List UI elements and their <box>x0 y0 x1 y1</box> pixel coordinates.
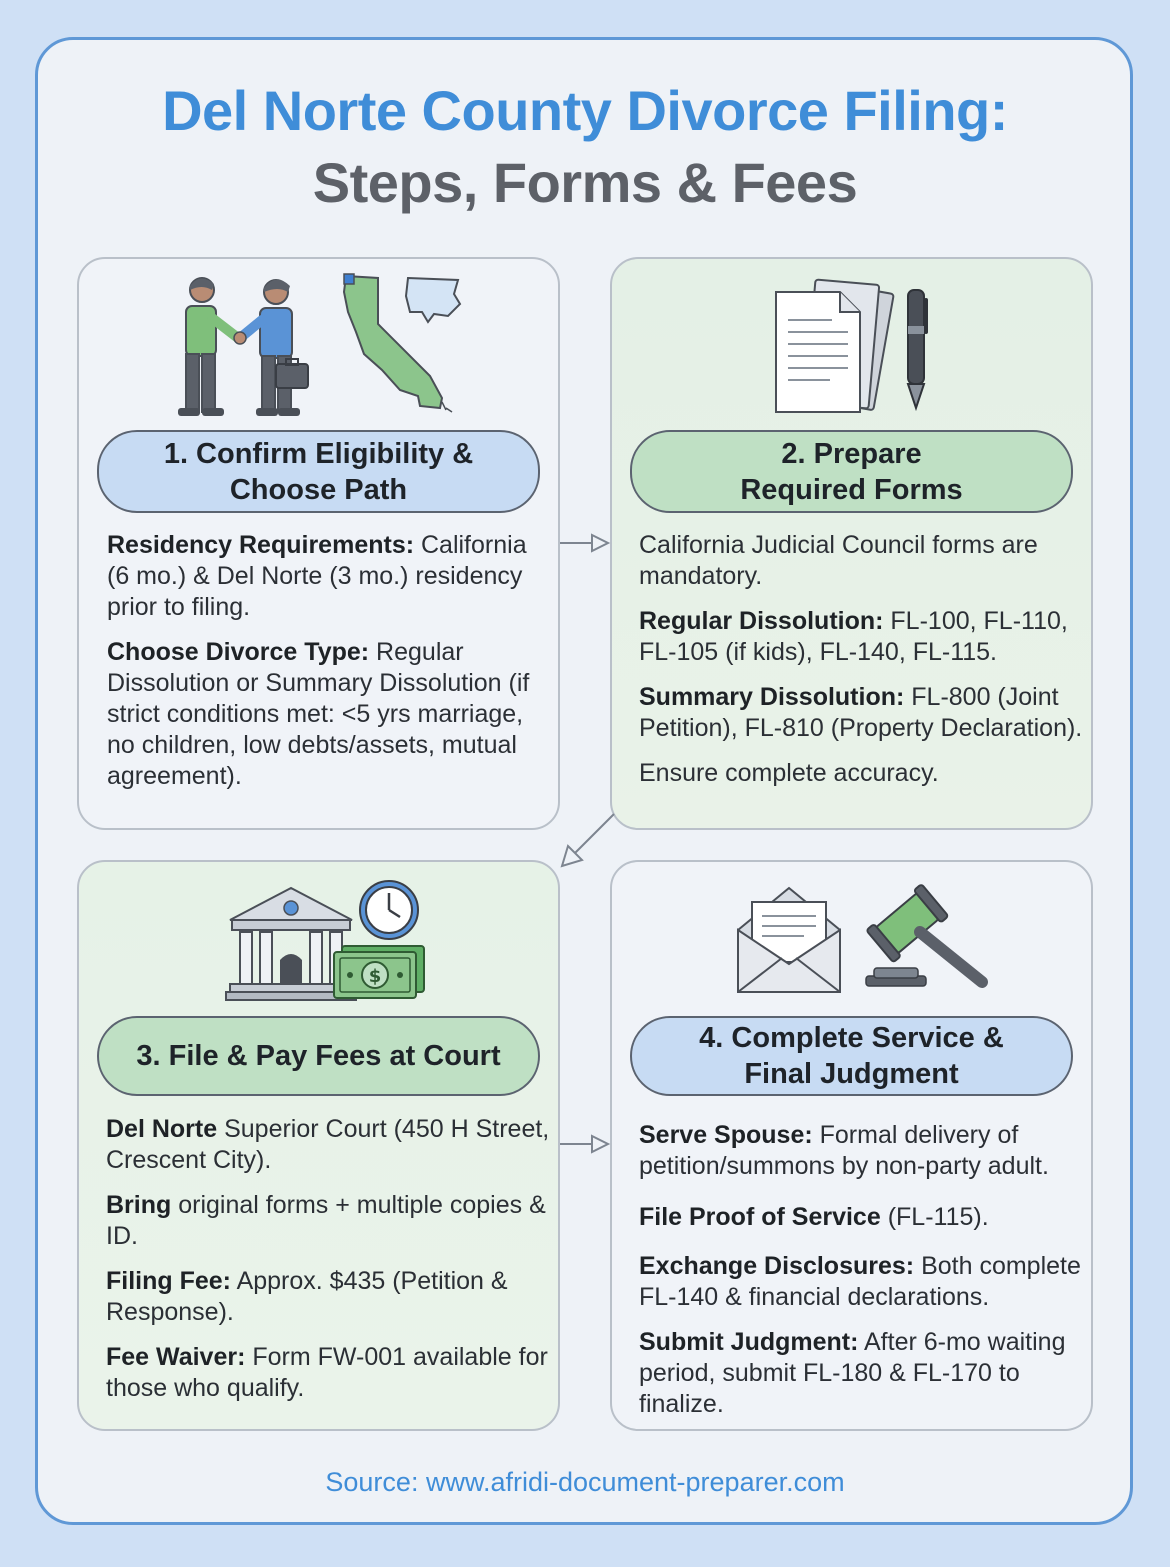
step-2-heading-line-2: Required Forms <box>740 473 963 506</box>
step-3-paragraph: Del Norte Superior Court (450 H Street, Crescent City). <box>106 1115 550 1174</box>
step-4-body <box>639 1120 1089 1434</box>
money-icon <box>332 944 426 1002</box>
clock-icon <box>356 877 422 943</box>
envelope-icon <box>734 884 844 996</box>
documents-icon <box>770 272 900 417</box>
source-link[interactable]: Source: www.afridi-document-preparer.com <box>325 1467 845 1497</box>
step-1-heading-line-1: 1. Confirm Eligibility & <box>163 437 474 470</box>
step-1-paragraph: Residency Requirements: California (6 mo.) & Del Norte (3 mo.) residency prior to filing. <box>107 531 527 621</box>
step-3-paragraph: Fee Waiver: Form FW-001 available for those who qualify. <box>106 1343 548 1402</box>
step-1-heading-line-2: Choose Path <box>229 473 408 506</box>
california-map-icon <box>338 272 466 418</box>
svg-text:$: $ <box>368 966 382 987</box>
step-4-paragraph: Submit Judgment: After 6-mo waiting period, submit FL-180 & FL-170 to finalize. <box>639 1328 1066 1418</box>
step-3-heading <box>97 1016 540 1096</box>
step-3-heading-line-1: 3. File & Pay Fees at Court <box>136 1040 501 1072</box>
title-line-2: Steps, Forms & Fees <box>312 151 858 214</box>
step-2-heading <box>630 430 1073 513</box>
title-line-1: Del Norte County Divorce Filing: <box>162 79 1008 142</box>
step-4-heading <box>630 1016 1073 1096</box>
pen-icon <box>900 286 934 416</box>
step-2-paragraph: Summary Dissolution: FL-800 (Joint Petition), FL-810 (Property Declaration). <box>639 683 1083 742</box>
step-2-paragraph: California Judicial Council forms are mandatory. <box>639 531 1038 590</box>
arrow-right-icon <box>560 532 612 554</box>
step-3-paragraph: Filing Fee: Approx. $435 (Petition & Response). <box>106 1267 508 1326</box>
gavel-icon <box>858 884 992 996</box>
step-4-heading-line-2: Final Judgment <box>744 1058 959 1090</box>
arrow-right-icon <box>560 1133 612 1155</box>
step-2-paragraph: Regular Dissolution: FL-100, FL-110, FL-105 (if kids), FL-140, FL-115. <box>639 607 1068 666</box>
step-1-paragraph: Choose Divorce Type: Regular Dissolution or Summary Dissolution (if strict conditions met: <5 yrs marriage, no children, low debts/assets, mutual agreement). <box>107 638 530 790</box>
step-4-heading-line-1: 4. Complete Service & <box>699 1022 1004 1054</box>
step-1-body <box>107 530 552 806</box>
step-3-body <box>106 1114 551 1418</box>
step-4-paragraph: File Proof of Service (FL-115). <box>639 1203 989 1231</box>
step-2-paragraph: Ensure complete accuracy. <box>639 759 939 787</box>
step-3-paragraph: Bring original forms + multiple copies & ID. <box>106 1191 546 1250</box>
step-4-paragraph: Serve Spouse: Formal delivery of petition/summons by non-party adult. <box>639 1121 1049 1180</box>
step-4-paragraph: Exchange Disclosures: Both complete FL-140 & financial declarations. <box>639 1252 1081 1311</box>
step-2-body <box>639 530 1084 803</box>
handshake-icon <box>172 272 317 420</box>
arrow-down-left-icon <box>556 810 618 872</box>
step-2-heading-line-1: 2. Prepare <box>781 437 922 470</box>
step-1-heading <box>97 430 540 513</box>
